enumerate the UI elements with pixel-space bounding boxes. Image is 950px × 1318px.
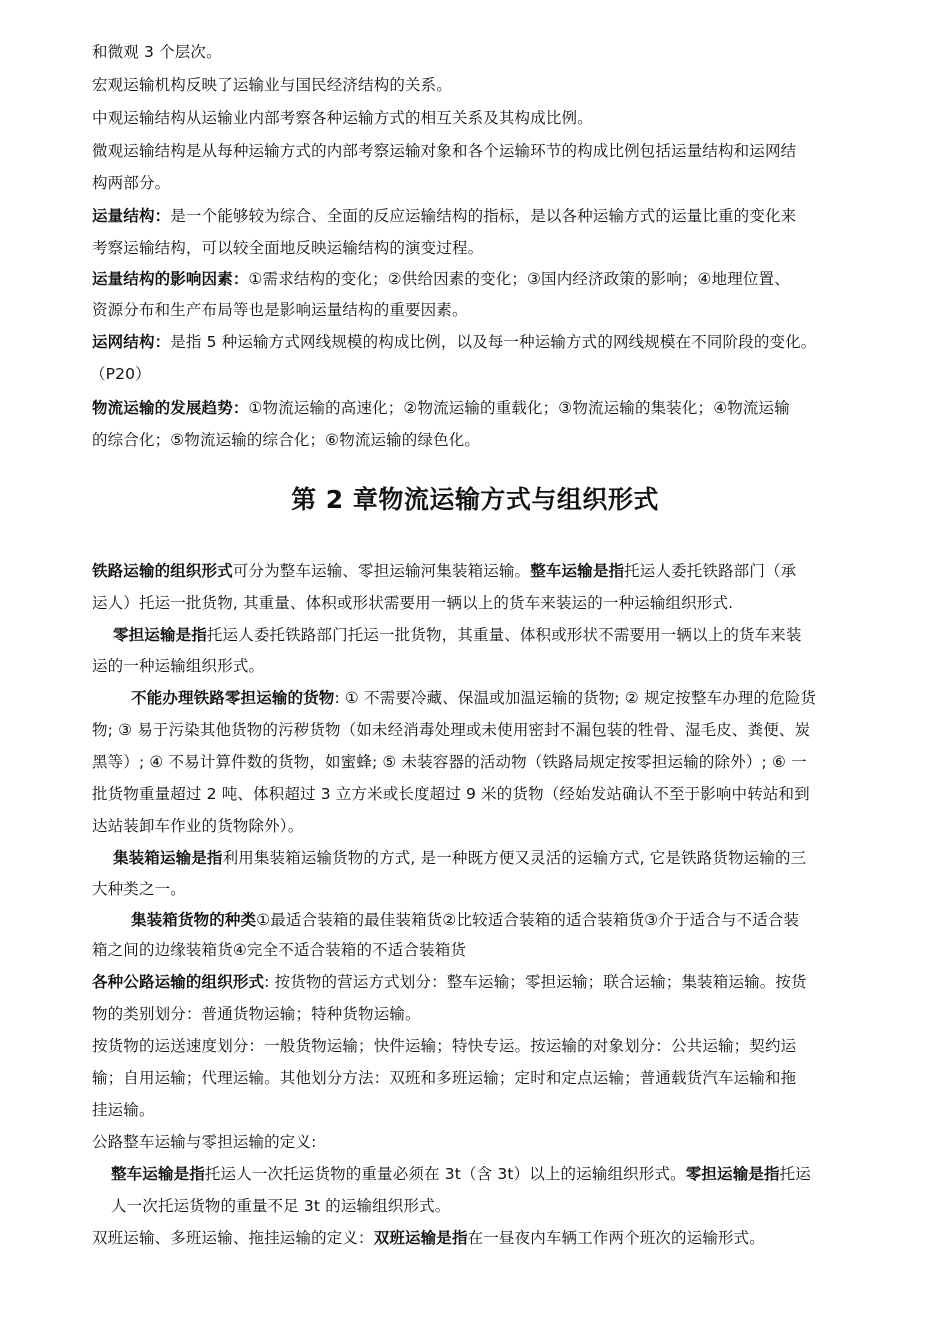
term-heading: 双班运输是指: [373, 1229, 468, 1247]
text: 托运: [779, 1165, 811, 1183]
term-heading: 物流运输的发展趋势：: [92, 399, 249, 417]
text-line: [92, 141, 796, 161]
text: 双班运输、多班运输、拖挂运输的定义：: [92, 1229, 374, 1247]
text: 物; ③ 易于污染其他货物的污秽货物（如未经消毒处理或未使用密封不漏包装的牲骨、湿毛皮、粪便、炭: [92, 721, 811, 739]
text: 人一次托运货物的重量不足 3t 的运输组织形式。: [111, 1197, 451, 1215]
text-line: [92, 430, 480, 450]
term-heading: 集装箱货物的种类: [131, 911, 257, 929]
text: 物的类别划分：普通货物运输；特种货物运输。: [92, 1005, 421, 1023]
term-heading: 不能办理铁路零担运输的货物: [131, 689, 335, 707]
text: 微观运输结构是从每种运输方式的内部考察运输对象和各个运输环节的构成比例包括运量结构和运网结: [92, 142, 797, 160]
text: ①需求结构的变化；②供给因素的变化；③国内经济政策的影响；④地理位置、: [248, 270, 790, 288]
chapter-title: 第 2 章物流运输方式与组织形式: [291, 485, 659, 514]
text-line: [92, 173, 170, 193]
text: 中观运输结构从运输业内部考察各种运输方式的相互关系及其构成比例。: [92, 109, 593, 127]
text-line: [92, 561, 796, 581]
text-line: [92, 1036, 796, 1056]
text: 达站装卸车作业的货物除外）。: [92, 817, 304, 835]
text: 黑等）; ④ 不易计算件数的货物，如蜜蜂; ⑤ 未装容器的活动物（铁路局规定按零担运输的除外）; ⑥ 一: [92, 753, 807, 771]
text: ①最适合装箱的最佳装箱货②比较适合装箱的适合装箱货③介于适合与不适合装: [256, 911, 800, 929]
text-line: [92, 300, 468, 320]
text: 大种类之一。: [92, 880, 186, 898]
text: 托运人委托铁路部门托运一批货物，其重量、体积或形状不需要用一辆以上的货车来装: [206, 626, 802, 644]
text: 利用集装箱运输货物的方式, 是一种既方便又灵活的运输方式, 它是铁路货物运输的三: [222, 849, 807, 867]
text-line: [92, 398, 790, 418]
term-heading: 整车运输是指: [111, 1165, 205, 1183]
text-line: [92, 108, 593, 128]
text-line: [92, 1228, 765, 1248]
text-line: [113, 848, 806, 868]
term-heading: 集装箱运输是指: [113, 849, 223, 867]
text-line: [92, 593, 733, 613]
text: 是一个能够较为综合、全面的反应运输结构的指标，是以各种运输方式的运量比重的变化来: [170, 207, 797, 225]
text: 运人）托运一批货物, 其重量、体积或形状需要用一辆以上的货车来装运的一种运输组织形式.: [92, 594, 734, 612]
text: 挂运输。: [92, 1101, 155, 1119]
text: : 按货物的营运方式划分：整车运输；零担运输；联合运输；集装箱运输。按货: [264, 973, 807, 991]
text-line: [92, 42, 222, 62]
text: 批货物重量超过 2 吨、体积超过 3 立方米或长度超过 9 米的货物（经始发站确认不至于影响中转站和到: [92, 785, 810, 803]
text: 托运人一次托运货物的重量必须在 3t（含 3t）以上的运输组织形式。: [204, 1165, 686, 1183]
term-heading: 运网结构：: [92, 333, 171, 351]
text-line: [92, 816, 303, 836]
text: 可分为整车运输、零担运输河集装箱运输。: [232, 562, 531, 580]
text-line: [92, 656, 264, 676]
text: 的综合化；⑤物流运输的综合化；⑥物流运输的绿色化。: [92, 431, 481, 449]
page-reference: （P20）: [90, 365, 151, 383]
text: 按货物的运送速度划分：一般货物运输；快件运输；特快专运。按运输的对象划分：公共运输；契约运: [92, 1037, 797, 1055]
text-line: [92, 972, 807, 992]
text: 考察运输结构，可以较全面地反映运输结构的演变过程。: [92, 239, 484, 257]
text-line: [92, 75, 452, 95]
text: 构两部分。: [92, 174, 171, 192]
text-line: [92, 1100, 155, 1120]
text-line: [92, 752, 807, 772]
text-line: [92, 940, 466, 960]
text: 和微观 3 个层次。: [92, 43, 222, 61]
text-line: [92, 206, 796, 226]
text: 宏观运输机构反映了运输业与国民经济结构的关系。: [92, 76, 452, 94]
text: 输；自用运输；代理运输。其他划分方法：双班和多班运输；定时和定点运输；普通载货汽车运输和拖: [92, 1069, 797, 1087]
text-line: [92, 238, 483, 258]
term-heading: 铁路运输的组织形式: [92, 562, 233, 580]
text: : ① 不需要冷藏、保温或加温运输的货物; ② 规定按整车办理的危险货: [334, 689, 817, 707]
text-line: [92, 332, 816, 352]
term-heading: 运量结构的影响因素：: [92, 270, 249, 288]
text-line: [113, 625, 802, 645]
text: 托运人委托铁路部门（承: [624, 562, 797, 580]
text-line: [92, 720, 810, 740]
term-heading: 运量结构：: [92, 207, 171, 225]
term-heading: 各种公路运输的组织形式: [92, 973, 265, 991]
text-line: [92, 1132, 316, 1152]
text: 是指 5 种运输方式网线规模的构成比例，以及每一种运输方式的网线规模在不同阶段的变化。: [170, 333, 817, 351]
text: 资源分布和生产布局等也是影响运量结构的重要因素。: [92, 301, 468, 319]
text: 箱之间的边缘装箱货④完全不适合装箱的不适合装箱货: [92, 941, 466, 959]
text: 在一昼夜内车辆工作两个班次的运输形式。: [467, 1229, 765, 1247]
text: 公路整车运输与零担运输的定义:: [92, 1133, 317, 1151]
text-line: [92, 269, 790, 289]
text-line: [131, 688, 816, 708]
text-line: [92, 784, 810, 804]
term-heading: 零担运输是指: [685, 1165, 780, 1183]
text-line: [92, 1004, 421, 1024]
text-line: [90, 364, 151, 384]
text-line: [92, 879, 186, 899]
text-line: [92, 1068, 796, 1088]
term-heading: 零担运输是指: [113, 626, 207, 644]
term-heading: 整车运输是指: [530, 562, 625, 580]
text-line: [111, 1164, 811, 1184]
text-line: [111, 1196, 450, 1216]
text: ①物流运输的高速化；②物流运输的重载化；③物流运输的集装化；④物流运输: [248, 399, 790, 417]
text: 运的一种运输组织形式。: [92, 657, 265, 675]
text-line: [131, 910, 799, 930]
